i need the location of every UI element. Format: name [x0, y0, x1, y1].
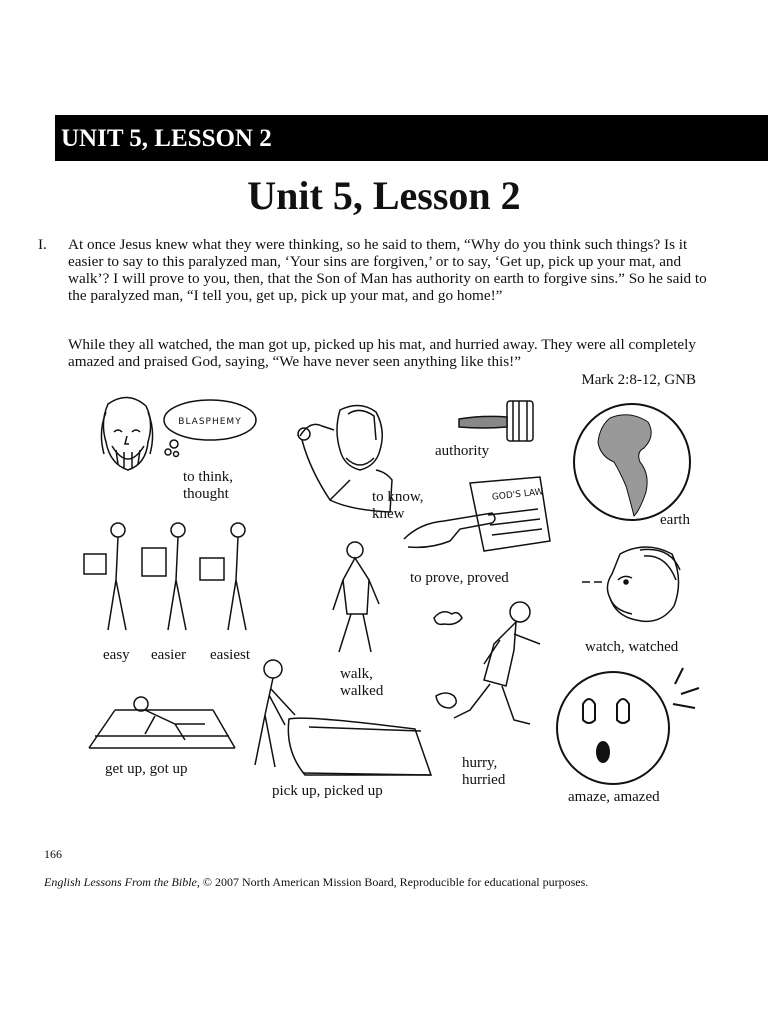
caption-prove: to prove, proved	[410, 570, 509, 586]
hurrying-man-illustration	[430, 600, 555, 745]
caption-watch: watch, watched	[585, 639, 679, 655]
caption-easy: easy	[103, 647, 130, 663]
thinking-man-illustration	[88, 392, 268, 472]
carrying-boxes-illustration	[80, 520, 265, 640]
caption-walk: walk, walked	[340, 666, 384, 699]
getting-up-illustration	[85, 690, 240, 760]
picking-up-mat-illustration	[245, 655, 435, 780]
caption-getup: get up, got up	[105, 761, 188, 777]
caption-amaze: amaze, amazed	[568, 789, 660, 805]
footer-copyright	[44, 875, 588, 890]
unit-banner: UNIT 5, LESSON 2	[55, 115, 768, 161]
amazed-face-illustration	[555, 664, 705, 790]
watching-face-illustration	[580, 540, 690, 630]
footer-book-title: English Lessons From the Bible,	[44, 875, 200, 889]
passage-paragraph-2: While they all watched, the man got up, picked up his mat, and hurried away. They were all completely amazed and praised God, saying, “We have never seen anything like this!”	[68, 336, 696, 370]
footer-rights: © 2007 North American Mission Board, Reproducible for educational purposes.	[199, 875, 589, 889]
caption-think: to think, thought	[183, 469, 234, 502]
scroll-text: GOD'S LAW	[491, 487, 545, 503]
caption-hurry: hurry, hurried	[462, 755, 506, 788]
caption-pickup: pick up, picked up	[272, 783, 383, 799]
caption-know: to know, knew	[372, 489, 424, 522]
caption-earth: earth	[660, 512, 690, 528]
thought-bubble-text: BLASPHEMY	[178, 417, 242, 427]
gavel-illustration	[455, 397, 550, 445]
globe-illustration	[570, 400, 695, 525]
passage-number: I.	[38, 236, 47, 253]
walking-man-illustration	[325, 540, 385, 660]
caption-easier: easier	[151, 647, 186, 663]
scripture-citation: Mark 2:8-12, GNB	[581, 372, 696, 388]
passage-paragraph-1: At once Jesus knew what they were thinking, so he said to them, “Why do you think such things? Is it easier to say to this paralyzed man, ‘Your sins are forgiven,’ or to say, ‘Get up, pick up your mat, and walk’? I will prove to you, then, that the Son of Man has authority on earth to forgive sins.” So he said to the paralyzed man, “I tell you, get up, pick up your mat, and go home!”	[68, 236, 707, 304]
page-title: Unit 5, Lesson 2	[247, 173, 521, 218]
gods-law-scroll-illustration	[400, 475, 555, 555]
caption-easiest: easiest	[210, 647, 250, 663]
caption-authority: authority	[435, 443, 490, 459]
page-number: 166	[44, 847, 62, 861]
